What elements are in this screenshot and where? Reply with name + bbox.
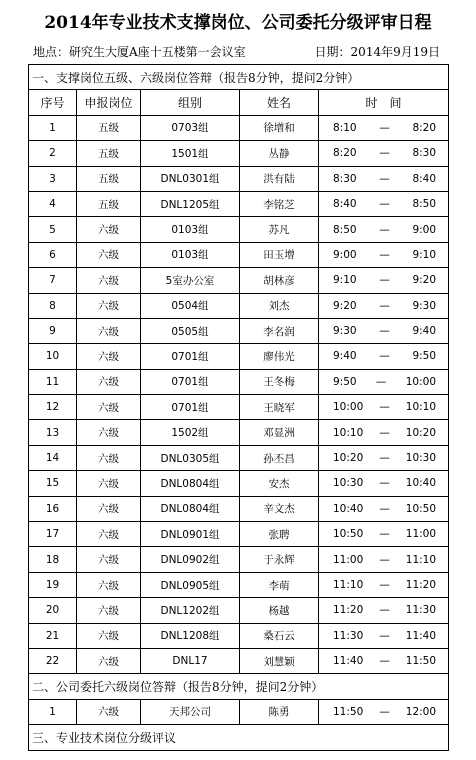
row-number: 15 [29, 471, 77, 496]
time-start: 9:20 [333, 299, 357, 312]
row-time [319, 572, 449, 597]
row-number: 11 [29, 369, 77, 394]
row-time [319, 268, 449, 293]
time-start: 8:10 [333, 121, 357, 134]
time-separator: — [379, 553, 390, 566]
row-time [319, 699, 449, 724]
row-group: 0504组 [141, 293, 240, 318]
time-end: 9:20 [412, 274, 437, 287]
table-row [29, 115, 449, 140]
time-end: 11:40 [405, 629, 437, 642]
time-range [319, 122, 448, 134]
time-start: 10:30 [333, 477, 364, 490]
row-group: 5室办公室 [141, 268, 240, 293]
row-time [319, 623, 449, 648]
header-row [29, 90, 449, 115]
time-separator: — [379, 147, 390, 160]
row-level: 五级 [77, 115, 141, 140]
table-row [29, 166, 449, 191]
row-name: 桑石云 [240, 623, 319, 648]
time-range [319, 427, 448, 439]
row-name: 刘杰 [240, 293, 319, 318]
row-level: 六级 [77, 395, 141, 420]
row-name: 辛文杰 [240, 496, 319, 521]
row-time [319, 598, 449, 623]
row-group: DNL0804组 [141, 471, 240, 496]
row-group: DNL1208组 [141, 623, 240, 648]
row-group: DNL0804组 [141, 496, 240, 521]
location-text: 地点：研究生大厦A座十五楼第一会议室 [33, 45, 246, 59]
row-number: 2 [29, 141, 77, 166]
time-end: 10:20 [405, 426, 437, 439]
row-name: 邓显洲 [240, 420, 319, 445]
row-group: 0103组 [141, 217, 240, 242]
row-number: 13 [29, 420, 77, 445]
row-name: 王晓军 [240, 395, 319, 420]
row-level: 六级 [77, 572, 141, 597]
time-end: 8:50 [412, 198, 437, 211]
row-group: DNL1205组 [141, 191, 240, 216]
row-name: 胡林彦 [240, 268, 319, 293]
row-name: 李名润 [240, 318, 319, 343]
time-start: 10:50 [333, 528, 364, 541]
date-text: 日期：2014年9月19日 [314, 45, 440, 59]
time-separator: — [379, 223, 390, 236]
table-row [29, 547, 449, 572]
time-range [319, 249, 448, 261]
time-start: 9:30 [333, 325, 357, 338]
row-name: 田玉增 [240, 242, 319, 267]
time-range [319, 579, 448, 591]
time-end: 9:40 [412, 325, 437, 338]
time-separator: — [379, 604, 390, 617]
time-range [319, 706, 448, 718]
table-row [29, 191, 449, 216]
table-row [29, 395, 449, 420]
row-level: 六级 [77, 242, 141, 267]
time-separator: — [379, 274, 390, 287]
row-time [319, 217, 449, 242]
row-number: 8 [29, 293, 77, 318]
row-number: 10 [29, 344, 77, 369]
row-number: 19 [29, 572, 77, 597]
row-number: 14 [29, 445, 77, 470]
time-start: 8:30 [333, 172, 357, 185]
time-separator: — [375, 375, 387, 388]
time-range [319, 452, 448, 464]
time-separator: — [379, 528, 390, 541]
row-number: 3 [29, 166, 77, 191]
row-number: 22 [29, 648, 77, 673]
document-title: 2014年专业技术支撑岗位、公司委托分级评审日程 [44, 13, 432, 33]
time-separator: — [379, 121, 390, 134]
time-start: 8:50 [333, 223, 357, 236]
row-number: 16 [29, 496, 77, 521]
row-group: 1502组 [141, 420, 240, 445]
row-group: 0701组 [141, 395, 240, 420]
time-range [319, 477, 448, 489]
table-row [29, 268, 449, 293]
row-name: 王冬梅 [240, 369, 319, 394]
section-row [29, 674, 449, 699]
row-group: DNL0905组 [141, 572, 240, 597]
row-time [319, 344, 449, 369]
time-range [319, 528, 448, 540]
table-row [29, 369, 449, 394]
time-start: 10:10 [333, 426, 364, 439]
time-start: 10:40 [333, 502, 364, 515]
row-level: 五级 [77, 141, 141, 166]
time-range [319, 630, 448, 642]
time-end: 8:20 [412, 121, 437, 134]
row-time [319, 648, 449, 673]
time-separator: — [379, 705, 390, 718]
time-end: 10:30 [405, 452, 437, 465]
table-row [29, 242, 449, 267]
time-separator: — [379, 426, 390, 439]
time-range [319, 300, 448, 312]
time-end: 9:30 [412, 299, 437, 312]
time-end: 9:00 [412, 223, 437, 236]
row-level: 六级 [77, 699, 141, 724]
time-range [319, 224, 448, 236]
table-row [29, 598, 449, 623]
time-separator: — [379, 248, 390, 261]
row-number: 6 [29, 242, 77, 267]
time-end: 11:30 [405, 604, 437, 617]
time-start: 11:40 [333, 655, 364, 668]
row-number: 20 [29, 598, 77, 623]
row-group: DNL0902组 [141, 547, 240, 572]
row-level: 六级 [77, 217, 141, 242]
time-range [319, 554, 448, 566]
row-name: 廖伟光 [240, 344, 319, 369]
time-range [319, 655, 448, 667]
row-number: 9 [29, 318, 77, 343]
row-group: DNL1202组 [141, 598, 240, 623]
time-separator: — [379, 655, 390, 668]
row-time [319, 166, 449, 191]
time-range [319, 198, 448, 210]
table-row [29, 420, 449, 445]
time-start: 9:40 [333, 350, 357, 363]
time-separator: — [379, 579, 390, 591]
row-level: 六级 [77, 445, 141, 470]
row-group: 1501组 [141, 141, 240, 166]
time-start: 10:00 [333, 401, 364, 414]
row-name: 徐增和 [240, 115, 319, 140]
time-separator: — [379, 452, 390, 465]
section-row [29, 725, 449, 750]
row-time [319, 395, 449, 420]
row-name: 安杰 [240, 471, 319, 496]
time-range [319, 401, 448, 413]
row-time [319, 445, 449, 470]
time-end: 12:00 [405, 705, 437, 718]
table-row [29, 217, 449, 242]
table-row [29, 293, 449, 318]
section-1-heading: 一、支撑岗位五级、六级岗位答辩（报告8分钟，提问2分钟） [29, 65, 449, 90]
row-name: 刘慧颖 [240, 648, 319, 673]
row-name: 孙丕昌 [240, 445, 319, 470]
row-time [319, 242, 449, 267]
time-range [319, 376, 448, 388]
row-level: 六级 [77, 623, 141, 648]
time-start: 9:00 [333, 248, 357, 261]
time-separator: — [379, 172, 390, 185]
row-name: 张聘 [240, 522, 319, 547]
time-separator: — [379, 502, 390, 515]
row-time [319, 191, 449, 216]
time-start: 11:00 [333, 553, 364, 566]
row-number: 5 [29, 217, 77, 242]
row-time [319, 318, 449, 343]
row-name: 于永辉 [240, 547, 319, 572]
row-name: 李铭芝 [240, 191, 319, 216]
time-start: 11:50 [333, 705, 364, 718]
table-row [29, 344, 449, 369]
schedule-table [28, 64, 449, 751]
time-end: 8:30 [412, 147, 437, 160]
time-end: 8:40 [412, 172, 437, 185]
time-start: 10:20 [333, 452, 364, 465]
table-row [29, 522, 449, 547]
header-no: 序号 [29, 90, 77, 115]
time-separator: — [379, 401, 390, 414]
row-level: 六级 [77, 547, 141, 572]
time-start: 11:20 [333, 604, 364, 617]
header-time: 时 间 [319, 90, 449, 115]
row-name: 陈勇 [240, 699, 319, 724]
row-level: 六级 [77, 344, 141, 369]
row-name: 丛静 [240, 141, 319, 166]
time-separator: — [379, 350, 390, 363]
row-group: 0505组 [141, 318, 240, 343]
section-3-heading: 三、专业技术岗位分级评议 [29, 725, 449, 750]
time-end: 10:00 [405, 375, 437, 388]
row-time [319, 496, 449, 521]
time-separator: — [379, 629, 390, 642]
row-level: 六级 [77, 369, 141, 394]
time-start: 8:20 [333, 147, 357, 160]
row-group: 0103组 [141, 242, 240, 267]
row-time [319, 369, 449, 394]
time-range [319, 503, 448, 515]
time-end: 11:10 [405, 553, 437, 566]
row-time [319, 522, 449, 547]
table-row [29, 623, 449, 648]
row-level: 六级 [77, 522, 141, 547]
time-end: 11:20 [405, 579, 437, 591]
time-range [319, 325, 448, 337]
row-time [319, 471, 449, 496]
row-group: DNL0305组 [141, 445, 240, 470]
time-separator: — [379, 325, 390, 338]
table-row [29, 471, 449, 496]
row-time [319, 141, 449, 166]
row-group: 0701组 [141, 344, 240, 369]
time-range [319, 350, 448, 362]
time-range [319, 274, 448, 286]
time-end: 11:00 [405, 528, 437, 541]
row-level: 六级 [77, 318, 141, 343]
row-group: DNL0901组 [141, 522, 240, 547]
row-level: 六级 [77, 420, 141, 445]
row-number: 17 [29, 522, 77, 547]
row-time [319, 547, 449, 572]
time-end: 9:50 [412, 350, 437, 363]
table-row [29, 141, 449, 166]
row-number: 1 [29, 115, 77, 140]
time-separator: — [379, 299, 390, 312]
row-name: 洪有陆 [240, 166, 319, 191]
time-start: 11:30 [333, 629, 364, 642]
time-range [319, 147, 448, 159]
row-number: 12 [29, 395, 77, 420]
table-row [29, 496, 449, 521]
header-group: 组别 [141, 90, 240, 115]
row-level: 五级 [77, 166, 141, 191]
row-level: 五级 [77, 191, 141, 216]
row-group: 0703组 [141, 115, 240, 140]
time-end: 11:50 [405, 655, 437, 668]
time-separator: — [379, 198, 390, 211]
row-level: 六级 [77, 293, 141, 318]
row-level: 六级 [77, 598, 141, 623]
time-start: 11:10 [333, 579, 364, 591]
row-time [319, 115, 449, 140]
row-name: 李萌 [240, 572, 319, 597]
row-number: 4 [29, 191, 77, 216]
table-row [29, 445, 449, 470]
header-name: 姓名 [240, 90, 319, 115]
row-name: 杨越 [240, 598, 319, 623]
time-separator: — [379, 477, 390, 490]
row-group: 0701组 [141, 369, 240, 394]
row-group: 天邦公司 [141, 699, 240, 724]
time-end: 9:10 [412, 248, 437, 261]
row-number: 18 [29, 547, 77, 572]
time-end: 10:50 [405, 502, 437, 515]
time-range [319, 604, 448, 616]
row-number: 21 [29, 623, 77, 648]
row-level: 六级 [77, 268, 141, 293]
row-number: 1 [29, 699, 77, 724]
row-level: 六级 [77, 496, 141, 521]
time-start: 9:10 [333, 274, 357, 287]
section-row [29, 65, 449, 90]
row-time [319, 293, 449, 318]
row-time [319, 420, 449, 445]
row-name: 苏凡 [240, 217, 319, 242]
row-group: DNL0301组 [141, 166, 240, 191]
table-row [29, 318, 449, 343]
row-level: 六级 [77, 648, 141, 673]
time-start: 8:40 [333, 198, 357, 211]
row-level: 六级 [77, 471, 141, 496]
header-level: 申报岗位 [77, 90, 141, 115]
row-number: 7 [29, 268, 77, 293]
table-row [29, 699, 449, 724]
table-row [29, 648, 449, 673]
time-end: 10:10 [405, 401, 437, 414]
row-group: DNL17 [141, 648, 240, 673]
time-range [319, 173, 448, 185]
table-row [29, 572, 449, 597]
time-end: 10:40 [405, 477, 437, 490]
section-2-heading: 二、公司委托六级岗位答辩（报告8分钟，提问2分钟） [29, 674, 449, 699]
time-start: 9:50 [333, 375, 357, 388]
